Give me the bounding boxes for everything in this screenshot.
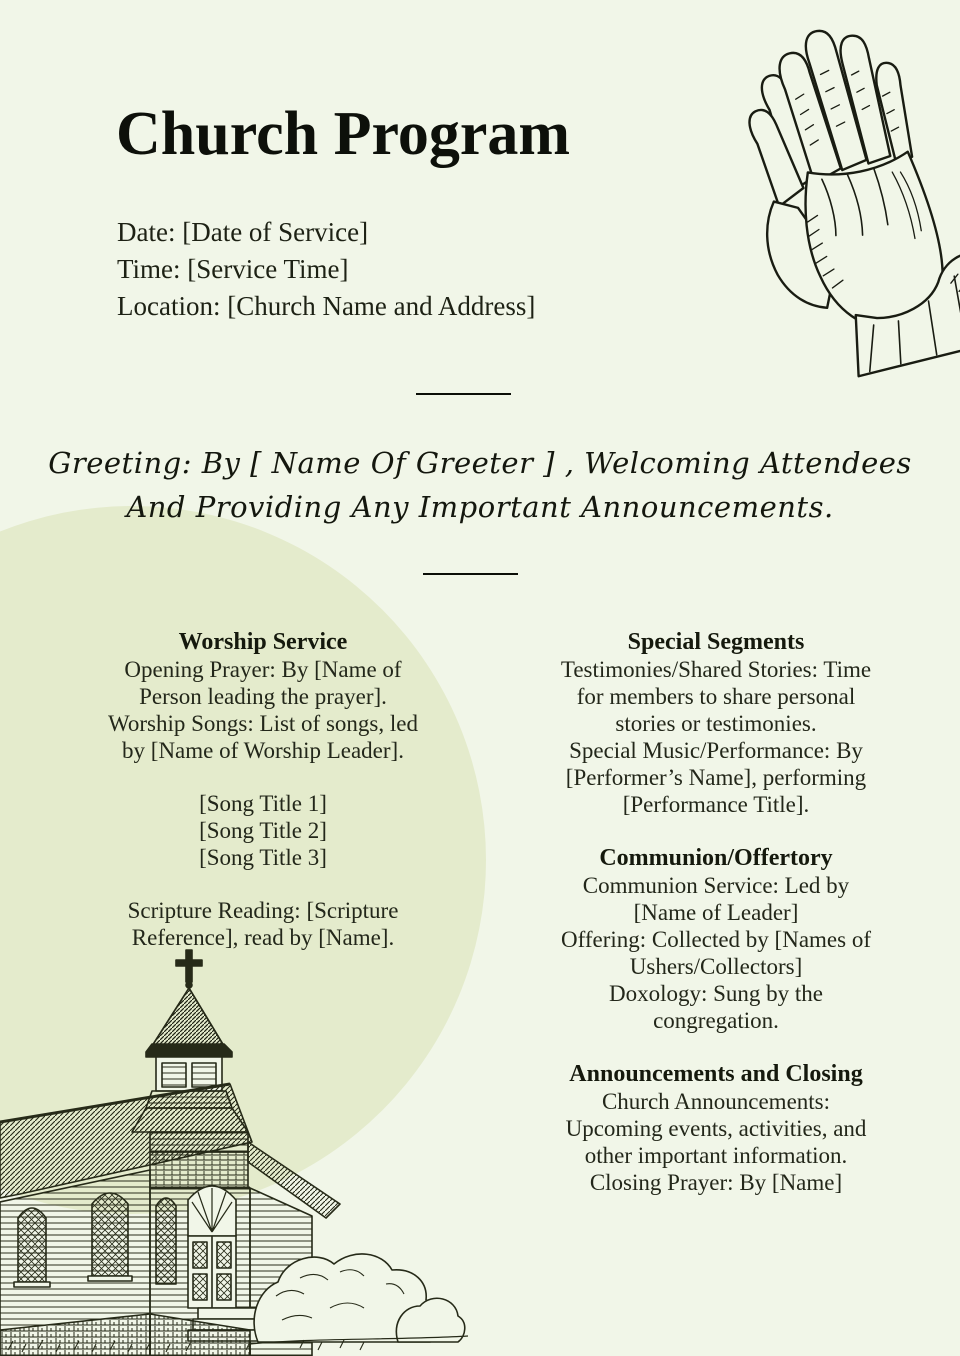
text-line: [Name of Leader] bbox=[633, 900, 799, 925]
section-heading: Communion/Offertory bbox=[599, 845, 833, 871]
text-line: for members to share personal bbox=[576, 684, 856, 709]
section-worship-service bbox=[83, 628, 443, 764]
text-line: Worship Songs: List of songs, led bbox=[108, 711, 418, 736]
date-line: Date: [Date of Service] bbox=[117, 217, 369, 247]
section-announcements-closing bbox=[527, 1060, 905, 1196]
text-line: [Performer’s Name], performing bbox=[565, 765, 867, 790]
church-icon bbox=[0, 936, 470, 1356]
text-line: Ushers/Collectors] bbox=[629, 954, 803, 979]
segments-column bbox=[527, 628, 905, 1222]
section-communion-offertory bbox=[527, 844, 905, 1034]
section-body bbox=[527, 1088, 905, 1196]
greeting-text bbox=[0, 441, 960, 529]
praying-hands-illustration bbox=[668, 22, 960, 382]
text-line: [Performance Title]. bbox=[622, 792, 810, 817]
text-line: congregation. bbox=[653, 1008, 779, 1033]
section-heading: Worship Service bbox=[178, 629, 348, 655]
church-door bbox=[188, 1186, 236, 1308]
divider-line bbox=[423, 573, 518, 575]
text-line: Testimonies/Shared Stories: Time bbox=[560, 657, 872, 682]
text-line: stories or testimonies. bbox=[615, 711, 817, 736]
text-line: [Song Title 2] bbox=[199, 818, 327, 843]
arched-window bbox=[88, 1193, 132, 1281]
text-line: by [Name of Worship Leader]. bbox=[122, 738, 404, 763]
cross-icon bbox=[176, 950, 202, 988]
section-body bbox=[527, 656, 905, 818]
page-title: Church Program bbox=[116, 100, 571, 168]
section-special-segments bbox=[527, 628, 905, 818]
church-illustration bbox=[0, 936, 470, 1356]
service-meta bbox=[117, 214, 535, 325]
greeting-line-2: And Providing Any Important Announcements. bbox=[126, 490, 834, 524]
text-line: Doxology: Sung by the bbox=[608, 981, 824, 1006]
praying-hands-icon bbox=[668, 22, 960, 382]
text-line: Reference], read by [Name]. bbox=[131, 925, 395, 950]
text-line: Person leading the prayer]. bbox=[139, 684, 387, 709]
text-line: Church Announcements: bbox=[601, 1089, 831, 1114]
section-heading: Announcements and Closing bbox=[569, 1061, 863, 1087]
section-heading: Special Segments bbox=[627, 629, 805, 655]
worship-service-column bbox=[83, 628, 443, 977]
text-line: Upcoming events, activities, and bbox=[565, 1116, 867, 1141]
text-line: Offering: Collected by [Names of bbox=[561, 927, 871, 952]
section-body bbox=[527, 872, 905, 1034]
text-line: Closing Prayer: By [Name] bbox=[589, 1170, 843, 1195]
text-line: [Song Title 3] bbox=[199, 845, 327, 870]
text-line: Scripture Reading: [Scripture bbox=[127, 898, 399, 923]
section-song-list bbox=[83, 790, 443, 871]
arched-window bbox=[14, 1208, 50, 1287]
location-line: Location: [Church Name and Address] bbox=[117, 291, 536, 321]
text-line: Communion Service: Led by bbox=[582, 873, 850, 898]
time-line: Time: [Service Time] bbox=[117, 254, 349, 284]
text-line: Opening Prayer: By [Name of bbox=[124, 657, 402, 682]
section-body bbox=[83, 790, 443, 871]
text-line: [Song Title 1] bbox=[199, 791, 327, 816]
text-line: Special Music/Performance: By bbox=[569, 738, 863, 763]
section-body bbox=[83, 656, 443, 764]
text-line: other important information. bbox=[584, 1143, 848, 1168]
divider-line bbox=[416, 393, 511, 395]
greeting-line-1: Greeting: By [ Name Of Greeter ] , Welcoming Attendees bbox=[48, 446, 912, 480]
